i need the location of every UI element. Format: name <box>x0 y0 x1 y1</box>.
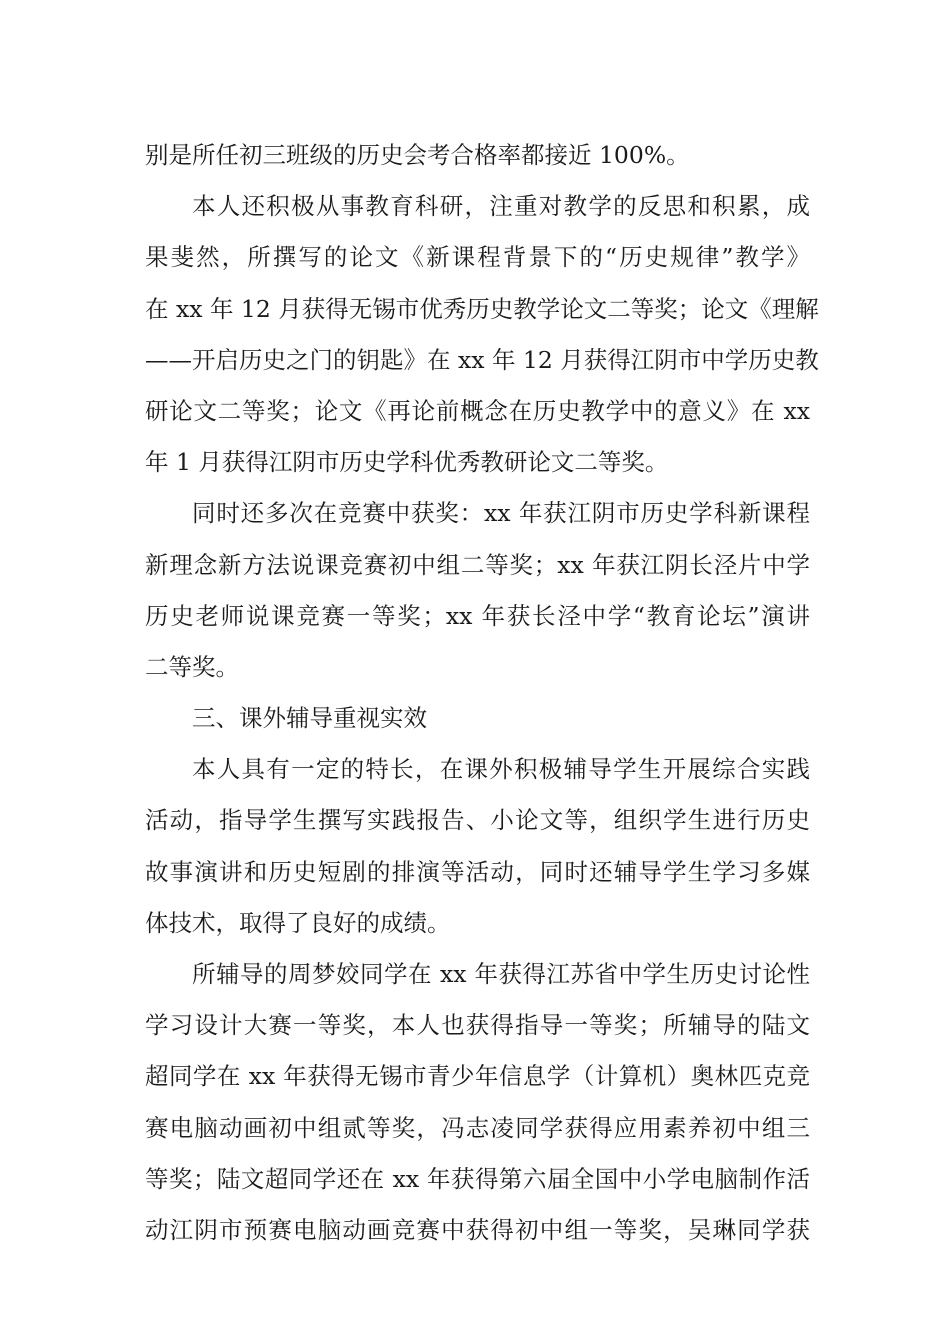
document-body <box>145 130 819 1256</box>
text-line: 超同学在 xx 年获得无锡市青少年信息学（计算机）奥林匹克竞 <box>145 1062 810 1091</box>
text-line: 等奖；陆文超同学还在 xx 年获得第六届全国中小学电脑制作活 <box>145 1164 810 1193</box>
paragraph-first-line: 所辅导的周梦姣同学在 xx 年获得江苏省中学生历史讨论性 <box>192 960 810 988</box>
text-line: ——开启历史之门的钥匙》在 xx 年 12 月获得江阴市中学历史教 <box>145 345 819 374</box>
text-line: 新理念新方法说课竞赛初中组二等奖；xx 年获江阴长泾片中学 <box>145 550 810 579</box>
text-line: 赛电脑动画初中组贰等奖，冯志凌同学获得应用素养初中组三 <box>145 1113 810 1142</box>
text-line: 故事演讲和历史短剧的排演等活动，同时还辅导学生学习多媒 <box>145 857 810 886</box>
section-heading: 三、课外辅导重视实效 <box>192 704 427 733</box>
paragraph-first-line: 本人还积极从事教育科研，注重对教学的反思和积累，成 <box>192 192 810 221</box>
text-line: 年 1 月获得江阴市历史学科优秀教研论文二等奖。 <box>145 448 669 477</box>
text-line: 研论文二等奖；论文《再论前概念在历史教学中的意义》在 xx <box>145 396 810 425</box>
text-line: 历史老师说课竞赛一等奖；xx 年获长泾中学“教育论坛”演讲 <box>145 601 810 630</box>
text-line: 果斐然，所撰写的论文《新课程背景下的“历史规律”教学》 <box>145 243 810 272</box>
paragraph-first-line: 本人具有一定的特长，在课外积极辅导学生开展综合实践 <box>192 755 810 784</box>
text-line: 二等奖。 <box>145 652 239 681</box>
text-line: 学习设计大赛一等奖，本人也获得指导一等奖；所辅导的陆文 <box>145 1011 810 1040</box>
text-line: 体技术，取得了良好的成绩。 <box>145 908 451 937</box>
text-line: 别是所任初三班级的历史会考合格率都接近 100%。 <box>145 141 690 169</box>
text-line: 动江阴市预赛电脑动画竞赛中获得初中组一等奖，吴琳同学获 <box>145 1215 810 1244</box>
text-line: 活动，指导学生撰写实践报告、小论文等，组织学生进行历史 <box>145 806 810 835</box>
text-line: 在 xx 年 12 月获得无锡市优秀历史教学论文二等奖；论文《理解 <box>145 294 819 323</box>
paragraph-first-line: 同时还多次在竞赛中获奖：xx 年获江阴市历史学科新课程 <box>192 499 810 528</box>
